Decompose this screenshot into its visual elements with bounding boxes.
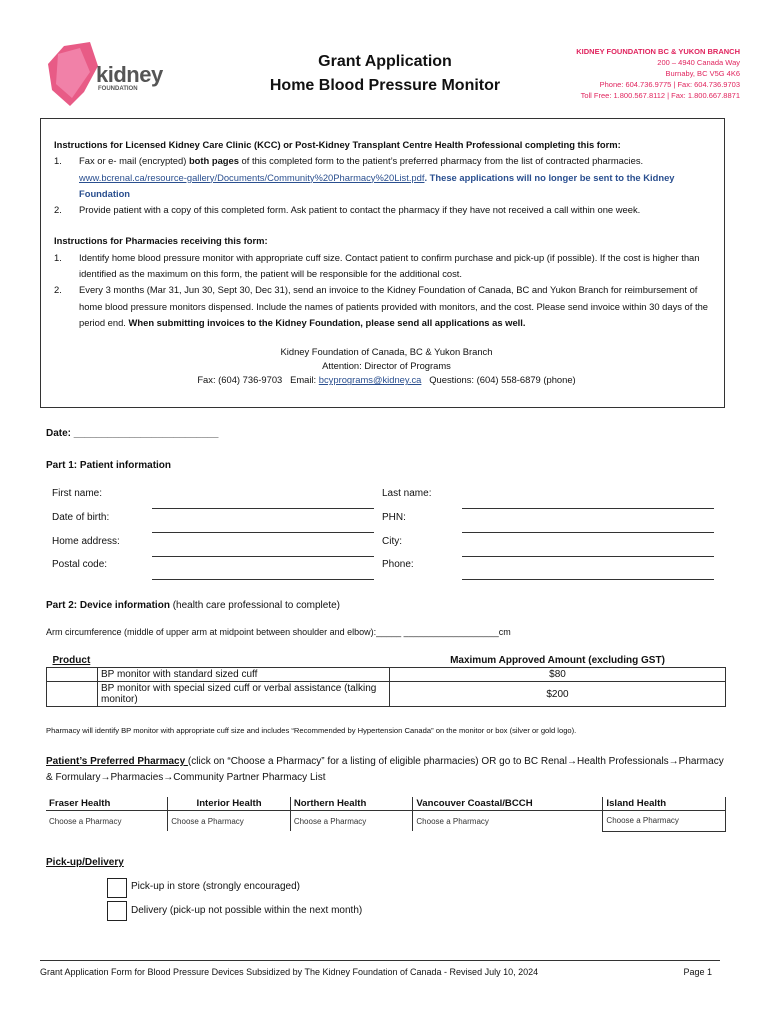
footer xyxy=(40,960,720,977)
delivery-label: Delivery (pick-up not possible within the next month) xyxy=(131,905,363,916)
date-field[interactable]: Date: __________________________ xyxy=(46,428,219,439)
footer-text: Grant Application Form for Blood Pressure Devices Subsidized by The Kidney Foundation of Canada - Revised July 10, 2024 xyxy=(40,967,539,977)
contact-block xyxy=(54,345,719,387)
device-note: Pharmacy will identify BP monitor with appropriate cuff size and includes “Recommended by Hypertension Canada” on the monitor or box (silver or gold logo). xyxy=(46,726,577,735)
kcc-step-2-text: Provide patient with a copy of this completed form. Ask patient to contact the pharmacy if they have not received a call within one week. xyxy=(79,204,641,216)
org-name: KIDNEY FOUNDATION BC & YUKON BRANCH xyxy=(576,47,740,56)
title-line-1: Grant Application xyxy=(318,53,452,70)
col-max-amount: Maximum Approved Amount (excluding GST) xyxy=(390,654,726,668)
instructions-box xyxy=(40,118,725,408)
pharmacy-rest-text: (click on “Choose a Pharmacy” for a listing of eligible pharmacies) OR go to BC Renal→Health Professionals→Pharmacy & Formulary→Pharmacies→Community Partner Pharmacy List xyxy=(46,756,724,783)
region-fraser: Fraser Health xyxy=(46,797,168,811)
kcc-step-1-rest: of this completed form to the patient’s preferred pharmacy from the list of contracted pharmacies. xyxy=(238,155,644,167)
northern-pharmacy-select[interactable]: Choose a Pharmacy xyxy=(290,811,413,832)
vancouver-pharmacy-select[interactable]: Choose a Pharmacy xyxy=(413,811,603,832)
col-product: Product xyxy=(47,654,390,668)
last-name-input[interactable] xyxy=(462,508,714,509)
first-name-input[interactable] xyxy=(152,508,374,509)
kcc-heading: Instructions for Licensed Kidney Care Clinic (KCC) or Post-Kidney Transplant Centre Health Professional completing this form: xyxy=(54,139,621,150)
postal-code-input[interactable] xyxy=(152,579,374,580)
phone-label: Phone: xyxy=(382,559,414,570)
product-name: BP monitor with standard sized cuff xyxy=(98,668,390,682)
pickup-label: Pick-up in store (strongly encouraged) xyxy=(131,881,300,892)
logo-sub: FOUNDATION xyxy=(98,86,138,92)
pharmacy-step-2-text: Every 3 months (Mar 31, Jun 30, Sept 30, Dec 31), send an invoice to the Kidney Foundation of Canada, BC and Yukon Branch for reimbursement of home blood pressure monitors dispensed. Include the names of patients provided with monitors, and the cost. Please send invoice within 30 days of the period end. xyxy=(79,284,709,328)
kcc-step-1-bold: both pages xyxy=(188,155,239,167)
kidney-foundation-logo xyxy=(44,40,184,110)
pharmacy-list-link[interactable]: www.bcrenal.ca/resource-gallery/Documents/Community%20Pharmacy%20List.pdf xyxy=(79,171,425,183)
phone-input[interactable] xyxy=(462,579,714,580)
contact-email-label: Email: xyxy=(290,374,317,386)
product-name: BP monitor with special sized cuff or verbal assistance (talking monitor) xyxy=(98,682,390,707)
pharmacy-step-1: 1. Identify home blood pressure monitor with appropriate cuff size. Contact patient to confirm purchase and pick-up (if possible). If the cost is higher than identified as the maximum on this form, the patient will be responsible for the additional cost. xyxy=(54,251,700,280)
home-address-input[interactable] xyxy=(152,556,374,557)
contact-email-link[interactable]: bcyprograms@kidney.ca xyxy=(318,374,422,386)
org-tollfree: Toll Free: 1.800.567.8112 | Fax: 1.800.667.8871 xyxy=(580,91,740,100)
product-amount: $200 xyxy=(390,682,726,707)
home-address-label: Home address: xyxy=(52,536,120,547)
part1-heading: Part 1: Patient information xyxy=(46,460,172,471)
part2-heading-rest: (health care professional to complete) xyxy=(169,600,341,611)
region-northern: Northern Health xyxy=(290,797,413,811)
part2-heading xyxy=(46,600,340,611)
pickup-checkbox[interactable] xyxy=(107,878,127,898)
island-pharmacy-select[interactable]: Choose a Pharmacy xyxy=(603,811,726,832)
table-row xyxy=(47,682,726,707)
pickup-heading: Pick-up/Delivery xyxy=(46,857,124,868)
interior-pharmacy-select[interactable]: Choose a Pharmacy xyxy=(168,811,291,832)
fraser-pharmacy-select[interactable]: Choose a Pharmacy xyxy=(46,811,168,832)
pharmacy-step-1-text: Identify home blood pressure monitor with appropriate cuff size. Contact patient to confirm purchase and pick-up (if possible). If the cost is higher than identified as the maximum on this form, the patient will be responsible for the additional cost. xyxy=(79,251,700,280)
contact-questions: Questions: (604) 558-6879 (phone) xyxy=(429,374,576,386)
pharmacy-heading: Instructions for Pharmacies receiving this form: xyxy=(54,235,268,247)
pharmacy-heading-text: Patient’s Preferred Pharmacy xyxy=(46,756,188,767)
contact-org: Kidney Foundation of Canada, BC & Yukon Branch xyxy=(280,346,493,358)
delivery-checkbox[interactable] xyxy=(107,901,127,921)
kcc-step-2: 2. Provide patient with a copy of this completed form. Ask patient to contact the pharmacy if they have not received a call within one week. xyxy=(54,204,641,216)
org-phone: Phone: 604.736.9775 | Fax: 604.736.9703 xyxy=(599,80,740,89)
contact-fax: Fax: (604) 736-9703 xyxy=(197,374,283,386)
pharmacy-instruction xyxy=(46,754,726,786)
table-row xyxy=(47,668,726,682)
region-island: Island Health xyxy=(603,797,726,811)
postal-code-label: Postal code: xyxy=(52,559,108,570)
product-select-cell[interactable] xyxy=(47,668,98,682)
region-vancouver-coastal: Vancouver Coastal/BCCH xyxy=(413,797,603,811)
phn-label: PHN: xyxy=(382,512,406,523)
title-line-2: Home Blood Pressure Monitor xyxy=(269,77,501,94)
city-input[interactable] xyxy=(462,556,714,557)
pharmacy-step-2: 2. Every 3 months (Mar 31, Jun 30, Sept 30, Dec 31), send an invoice to the Kidney Foundation of Canada, BC and Yukon Branch for reimbursement of home blood pressure monitors dispensed. Include the names of patients provided with monitors, and the cost. Please send invoice within 30 days of the period end. When submitting invoices to the Kidney Foundation, please send all applications as well. xyxy=(54,284,709,328)
kcc-step-1-text: Fax or e- mail (encrypted) xyxy=(79,155,189,167)
device-table xyxy=(46,654,726,707)
product-select-cell[interactable] xyxy=(47,682,98,707)
last-name-label: Last name: xyxy=(382,488,432,499)
city-label: City: xyxy=(382,536,402,547)
page-title xyxy=(240,50,530,98)
pharmacy-step-2-bold: When submitting invoices to the Kidney Foundation, please send all applications as well. xyxy=(128,316,526,328)
org-address-2: Burnaby, BC V5G 4K6 xyxy=(665,69,740,78)
contact-attention: Attention: Director of Programs xyxy=(322,360,451,372)
page-number: Page 1 xyxy=(683,967,712,977)
org-address-block xyxy=(576,46,740,101)
logo-brand: kidney xyxy=(96,62,163,87)
pharmacy-table xyxy=(46,797,726,832)
first-name-label: First name: xyxy=(52,488,103,499)
dob-label: Date of birth: xyxy=(52,512,110,523)
product-amount: $80 xyxy=(390,668,726,682)
phn-input[interactable] xyxy=(462,532,714,533)
part2-heading-bold: Part 2: Device information xyxy=(46,600,170,611)
kcc-step-1: 1. Fax or e- mail (encrypted) both pages of this completed form to the patient’s preferred pharmacy from the list of contracted pharmacies. www.bcrenal.ca/resource-gallery/Documents/Community%20Pharmacy%20List.pdf. These applications will no longer be sent to the Kidney Foundation xyxy=(54,155,675,199)
dob-input[interactable] xyxy=(152,532,374,533)
kcc-step-1-note: . These applications will no longer be sent to the Kidney Foundation xyxy=(79,171,675,199)
arm-circumference-field[interactable]: Arm circumference (middle of upper arm at midpoint between shoulder and elbow):_____ ___________________cm xyxy=(46,627,511,637)
region-interior: Interior Health xyxy=(168,797,291,811)
contact-line xyxy=(54,373,719,387)
org-address-1: 200 – 4940 Canada Way xyxy=(657,58,740,67)
